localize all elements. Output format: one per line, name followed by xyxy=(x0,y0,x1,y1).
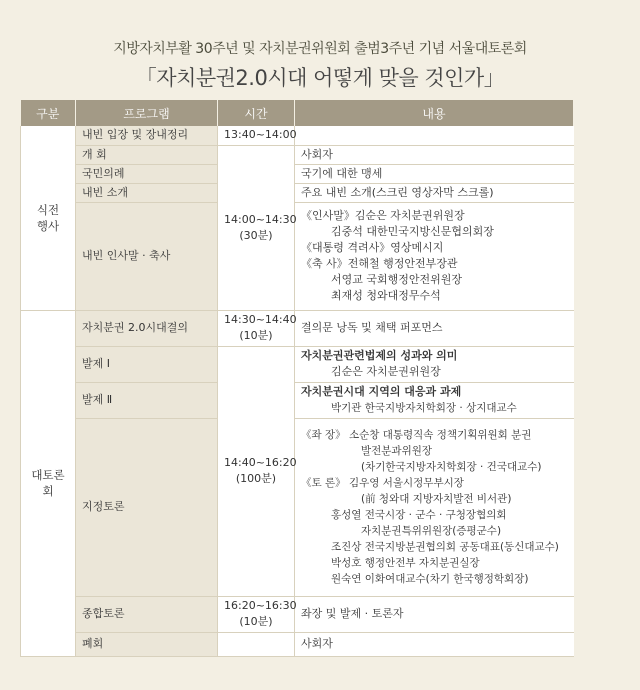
content-line: 조진상 전국지방분권협의회 공동대표(동신대교수) xyxy=(331,541,559,553)
table-row xyxy=(21,145,574,164)
content-line: 《좌 장》 소순창 대통령직속 정책기획위원회 분권 xyxy=(301,429,532,441)
content-line: 김중석 대한민국지방신문협의회장 xyxy=(331,225,494,238)
presentation-title: 자치분권관련법제의 성과와 의미 xyxy=(301,349,458,362)
program-cell: 내빈 인사말 · 축사 xyxy=(76,202,218,310)
content-line: 박성호 행정안전부 자치분권실장 xyxy=(331,557,480,569)
content-line: 《대통령 격려사》영상메시지 xyxy=(301,241,444,254)
program-cell: 개 회 xyxy=(76,145,218,164)
time-cell: 13:40~14:00 xyxy=(218,126,295,145)
event-title: 「자치분권2.0시대 어떻게 맞을 것인가」 xyxy=(135,66,505,90)
content-line: 《토 론》 김우영 서울시정무부시장 xyxy=(301,477,464,489)
content-line: 최재성 청와대정무수석 xyxy=(331,289,441,302)
presenter: 김순은 자치분권위원장 xyxy=(331,365,441,378)
program-cell: 종합토론 xyxy=(76,596,218,632)
presentation-title: 자치분권시대 지역의 대응과 과제 xyxy=(301,385,462,398)
program-cell: 지정토론 xyxy=(76,418,218,596)
content-line: 《인사말》김순은 자치분권위원장 xyxy=(301,209,465,222)
header-time: 시간 xyxy=(218,100,295,126)
table-row xyxy=(21,310,574,346)
presenter: 박기관 한국지방자치학회장 · 상지대교수 xyxy=(331,402,517,414)
table-header-row xyxy=(21,100,574,126)
content-cell: 국기에 대한 맹세 xyxy=(295,164,574,183)
time-cell: 14:30~14:40 (10분) xyxy=(218,310,295,346)
table-row xyxy=(21,183,574,202)
program-cell: 내빈 소개 xyxy=(76,183,218,202)
section-ceremony: 식전 행사 xyxy=(21,126,76,310)
section-forum: 대토론회 xyxy=(21,310,76,656)
time-cell: 16:20~16:30 (10분) xyxy=(218,596,295,632)
content-line: 《축 사》전해철 행정안전부장관 xyxy=(301,257,458,270)
content-cell: 주요 내빈 소개(스크린 영상자막 스크롤) xyxy=(295,183,574,202)
content-line: 자치분권특위위원장(증평군수) xyxy=(361,525,502,537)
table-row xyxy=(21,382,574,418)
content-cell xyxy=(295,202,574,310)
table-row xyxy=(21,596,574,632)
table-row xyxy=(21,418,574,596)
content-line: (前 청와대 지방자치발전 비서관) xyxy=(361,493,512,505)
program-schedule-table xyxy=(20,100,574,657)
content-cell xyxy=(295,418,574,596)
content-cell: 사회자 xyxy=(295,632,574,656)
content-line: 원숙연 이화여대교수(차기 한국행정학회장) xyxy=(331,573,529,585)
table-row xyxy=(21,632,574,656)
content-cell: 좌장 및 발제 · 토론자 xyxy=(295,596,574,632)
content-line: 홍성열 전국시장 · 군수 · 구청장협의회 xyxy=(331,509,507,521)
content-line: (차기한국지방자치학회장 · 건국대교수) xyxy=(361,461,542,473)
content-line: 서영교 국회행정안전위원장 xyxy=(331,273,463,286)
table-row xyxy=(21,202,574,310)
program-cell: 국민의례 xyxy=(76,164,218,183)
time-cell xyxy=(218,632,295,656)
table-row xyxy=(21,346,574,382)
program-cell: 발제 Ⅰ xyxy=(76,346,218,382)
header-category: 구분 xyxy=(21,100,76,126)
content-cell: 결의문 낭독 및 채택 퍼포먼스 xyxy=(295,310,574,346)
content-cell xyxy=(295,382,574,418)
program-cell: 폐회 xyxy=(76,632,218,656)
header-program: 프로그램 xyxy=(76,100,218,126)
header-content: 내용 xyxy=(295,100,574,126)
program-cell: 발제 Ⅱ xyxy=(76,382,218,418)
content-cell xyxy=(295,126,574,145)
table-row xyxy=(21,126,574,145)
table-row xyxy=(21,164,574,183)
content-line: 발전분과위원장 xyxy=(361,445,433,457)
program-cell: 자치분권 2.0시대결의 xyxy=(76,310,218,346)
time-cell: 14:40~16:20 (100분) xyxy=(218,346,295,596)
program-cell: 내빈 입장 및 장내정리 xyxy=(76,126,218,145)
event-subtitle: 지방자치부활 30주년 및 자치분권위원회 출범3주년 기념 서울대토론회 xyxy=(113,41,527,57)
content-cell xyxy=(295,346,574,382)
time-cell: 14:00~14:30 (30분) xyxy=(218,145,295,310)
content-cell: 사회자 xyxy=(295,145,574,164)
